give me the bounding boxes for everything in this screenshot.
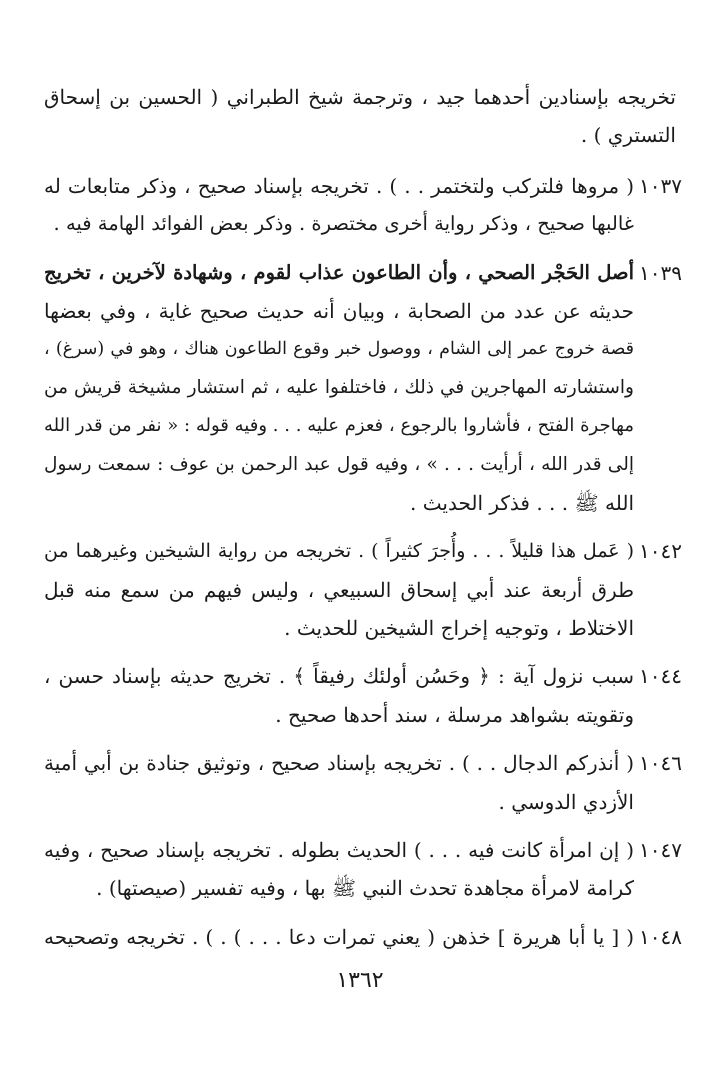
text-line: تخريجه بإسنادين أحدهما جيد ، وترجمة شيخ الطبراني ( الحسين بن إسحاق [44,85,676,109]
entry-1048 [44,918,682,956]
entry-1042 [44,532,682,647]
text-line: قصة خروج عمر إلى الشام ، ووصول خبر وقوع الطاعون هناك ، وهو في (سرغ) ، [44,339,634,360]
intro-paragraph [44,78,676,155]
entry-1046 [44,744,682,821]
entry-1044 [44,657,682,734]
text-line: ( إن امرأة كانت فيه . . . ) الحديث بطوله . تخريجه بإسناد صحيح ، وفيه [44,838,634,863]
text-line: واستشارته المهاجرين في ذلك ، فاختلفوا عليه ، ثم استشار مشيخة قريش من [44,376,634,398]
entry-number: ١٠٣٩ [639,260,682,285]
entry-number: ١٠٤٦ [639,751,682,776]
text-line: ( أنذركم الدجال . . ) . تخريجه بإسناد صحيح ، وتوثيق جنادة بن أبي أمية [44,751,634,776]
text-line: طرق أربعة عند أبي إسحاق السبيعي ، وليس فيهم من سمع منه قبل [44,577,634,602]
entry-number: ١٠٤٧ [639,838,682,863]
text-line: أصل الحَجْر الصحي ، وأن الطاعون عذاب لقوم ، وشهادة لآخرين ، تخريج [44,260,634,284]
text-line: الله ﷺ . . . فذكر الحديث . [410,490,634,515]
entry-1039 [44,254,682,523]
entry-number: ١٠٤٤ [639,664,682,689]
page-body [44,78,680,956]
entry-number: ١٠٣٧ [639,173,682,198]
page-number: ١٣٦٢ [336,968,384,993]
text-line: الاختلاط ، وتوجيه إخراج الشيخين للحديث . [284,616,634,641]
text-line: ( [ يا أبا هريرة ] خذهن ( يعني تمرات دعا . . . ) . ) . تخريجه وتصحيحه [44,924,634,949]
text-line: ( مروها فلتركب ولتختمر . . ) . تخريجه بإسناد صحيح ، وذكر متابعات له [44,173,634,198]
entry-number: ١٠٤٢ [639,539,682,564]
text-line: مهاجرة الفتح ، فأشاروا بالرجوع ، فعزم عليه . . . وفيه قوله : « نفر من قدر الله [44,415,634,437]
entry-number: ١٠٤٨ [639,924,682,949]
text-line: كرامة لامرأة مجاهدة تحدث النبي ﷺ بها ، وفيه تفسير (صيصتها) . [96,876,634,901]
text-line: التستري ) . [580,123,676,148]
text-line: ( عَمل هذا قليلاً . . . وأُجرَ كثيراً ) . تخريجه من رواية الشيخين وغيرهما من [44,540,634,563]
text-line: وتقويته بشواهد مرسلة ، سند أحدها صحيح . [275,702,634,727]
entry-1047 [44,831,682,908]
entry-1037 [44,167,682,244]
text-line: حديثه عن عدد من الصحابة ، وبيان أنه حديث صحيح غاية ، وفي بعضها [44,298,634,323]
text-line: الأزدي الدوسي . [498,789,634,814]
text-line: إلى قدر الله ، أرأيت . . . » ، وفيه قول عبد الرحمن بن عوف : سمعت رسول [44,453,634,475]
text-line: غالبها صحيح ، وذكر رواية أخرى مختصرة . وذكر بعض الفوائد الهامة فيه . [53,212,634,236]
text-line: سبب نزول آية : ﴿ وحَسُن أولئك رفيقاً ﴾ . تخريج حديثه بإسناد حسن ، [44,664,634,689]
